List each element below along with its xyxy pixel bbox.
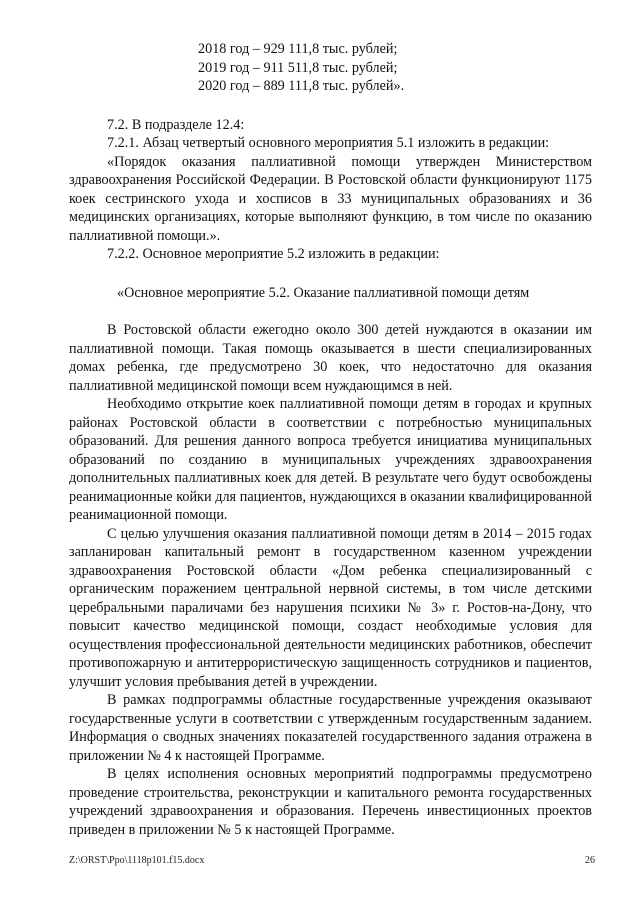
quote-measure-5-1: «Порядок оказания паллиативной помощи утвержден Министерством здравоохранения Российской Федерации. В Ростовской области функционируют 1175 коек сестринского ухода и хосписов в 33 муниципальных образованиях и 36 медицинских организациях, которые выполняют функцию, в том числе по оказанию паллиативной помощи.».	[69, 153, 592, 244]
spacer	[69, 302, 592, 321]
spacer	[69, 96, 592, 116]
amount-line-2019: 2019 год – 911 511,8 тыс. рублей;	[198, 59, 398, 76]
paragraph-children-need: В Ростовской области ежегодно около 300 детей нуждаются в оказании им паллиативной помощи. Такая помощь оказывается в шести специализированных домах ребенка, где предусмотрено 30 коек, что недостаточно для оказания паллиативной медицинской помощи всем нуждающимся в ней.	[69, 322, 592, 394]
amount-line-2018: 2018 год – 929 111,8 тыс. рублей;	[198, 41, 398, 57]
paragraph-investment-projects: В целях исполнения основных мероприятий подпрограммы предусмотрено проведение строительства, реконструкции и капитального ремонта государственных учреждений здравоохранения и образования. Перечень инвестиционных проектов приведен в приложении № 5 к настоящей Программе.	[69, 766, 592, 838]
paragraph-open-beds: Необходимо открытие коек паллиативной помощи детям в городах и крупных районах Ростовской области в соответствии с потребностью муниципальных образований. Для решения данного вопроса требуется инициатива муниципальных образований по созданию в муниципальных учреждениях здравоохранения дополнительных паллиативных коек для детей. В результате чего будут освобождены реанимационные койки для пациентов, нуждающихся в оказании квалифицированной реанимационной помощи.	[69, 396, 592, 523]
footer-file-path: Z:\ORST\Ppo\1118p101.f15.docx	[69, 855, 205, 866]
page-number: 26	[585, 855, 595, 866]
measure-5-2-heading: «Основное мероприятие 5.2. Оказание паллиативной помощи детям	[117, 284, 530, 301]
document-body	[69, 40, 592, 839]
section-7-2-2: 7.2.2. Основное мероприятие 5.2 изложить в редакции:	[107, 246, 440, 262]
section-7-2-1: 7.2.1. Абзац четвертый основного мероприятия 5.1 изложить в редакции:	[107, 135, 550, 151]
amount-line-2020: 2020 год – 889 111,8 тыс. рублей».	[198, 78, 405, 94]
section-7-2: 7.2. В подразделе 12.4:	[107, 116, 245, 133]
paragraph-state-services: В рамках подпрограммы областные государственные учреждения оказывают государственные услуги в соответствии с утвержденным государственным заданием. Информация о сводных значениях показателей государственного задания отражена в приложении № 4 к настоящей Программе.	[69, 692, 592, 764]
paragraph-capital-repair: С целью улучшения оказания паллиативной помощи детям в 2014 – 2015 годах запланирован капитальный ремонт в государственном казенном учреждении здравоохранения Ростовской области «Дом ребенка специализированный с органическим поражением центральной нервной системы, в том числе детскими церебральными параличами без нарушения психики № 3» г. Ростов-на-Дону, что повысит качество медицинской помощи, создаст необходимые условия для осуществления профессиональной деятельности медицинских работников, обеспечит противопожарную и антитеррористическую защищенность сотрудников и пациентов, улучшит условия пребывания детей в учреждении.	[69, 525, 592, 690]
spacer	[69, 264, 592, 284]
